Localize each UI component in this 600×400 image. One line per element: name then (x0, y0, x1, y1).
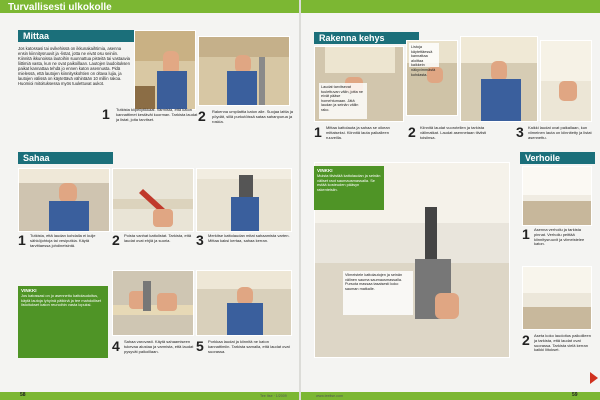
page-number-left: 58 (20, 392, 26, 398)
page-number-right: 59 (572, 392, 578, 398)
rakenna-callout-2: Listoja käytettäessä kannattaa aloittaa kaikkein näkyvimmästä kohdasta. (409, 43, 439, 67)
photo-man-on-ladder (198, 36, 290, 106)
sahaa-tip-body: Jos katossasi on jo asennettu kattolaudoitus, käytä lautoja lyhyinä pätkinä ja tee mahdolliset listoitukset katon reunoihin vasta lopuksi. (21, 293, 102, 308)
photo-hand-on-ceiling-board (540, 40, 592, 122)
step-number-rakenna-3: 3 (516, 124, 524, 140)
photo-hammer-ceiling (196, 168, 292, 232)
step-number-rakenna-2: 2 (408, 124, 416, 140)
step-number-rakenna-1: 1 (314, 124, 322, 140)
rakenna-caption-2: Kiinnitä laudat vuorotellen ja tarkista välimatkat. Laudat asennetaan tiiviisti toisiinsa. (420, 126, 487, 140)
center-callout: Viimeistele kattolautojen ja seinän välinen sauma saumausmassalla. Pursota massaa tasaisesti koko sauman matkalle. (343, 271, 413, 315)
photo-hands-board-corner (406, 40, 458, 116)
center-tip-body: Muista tiivistää kattolaudan ja seinän väliset raot saumausmassalla. Se estää kosteuden pääsyn rakenteisiin. (317, 173, 381, 193)
sahaa-tip-box (18, 286, 108, 358)
mittaa-intro-text: Jos katossasi tai ovikehissä on ikkunakaihtimia, asenna ensin kiinnitysruuvit ja -listat, jotta ne eivät osu seiniin. Kiinnitä ikkunoissa lautoihin suunnattua pisteitä tai vastaavia liittimiä vasta, kun ne ovat paikoillaan. Lautojen laudoituksen paikat kannattaa tehdä jo ennen katon asennusta. Pidä mielessä, että lautojen kiinnityskohtien on oltava lujia, ja lautojen välissä on käytettävä vähintään 10 millin rakoa. Huomioi mitoituksessa myös tuulettuvat aukot. (18, 46, 130, 86)
sahaa-caption-1: Tutkista, että laudan kohdalla ei kulje sähköjohtoja tai vesiputkia. Käytä tarvittaessa johdinetsintä. (30, 234, 96, 248)
step-number-sahaa-1: 1 (18, 232, 26, 248)
step-number-mittaa-1: 1 (102, 106, 110, 122)
section-header-rakenna: Rakenna kehys (314, 32, 419, 44)
sahaa-caption-3: Merkitse kattolaudan mitat sahaamista varten. Mittaa kaksi kertaa, sahaa kerran. (208, 234, 290, 243)
footer-right: www.teeitse.com (316, 394, 343, 398)
section-header-sahaa: Sahaa (18, 152, 113, 164)
rakenna-caption-1: Mittaa kattolauta ja sahaa se oikean mittaiseksi. Kiinnitä lauta paikalleen ruuveilla. (326, 126, 390, 140)
center-tip-box (314, 166, 384, 210)
photo-man-attic-hatch (134, 30, 196, 110)
step-number-verhoile-1: 1 (522, 226, 530, 242)
photo-pliers-cable (112, 168, 194, 232)
mittaa-caption-1: Tutkista kiipeilytikkaat. Varmista, että katon kannattimet kestävät kuorman. Tarkista laudat ja listat, joita tarvitset. (116, 108, 198, 122)
sahaa-tip-heading: VINKKI (21, 288, 37, 293)
photo-sawing-board (112, 270, 194, 336)
mittaa-caption-2: Rakenna umpilattia katon alle. Suojaa lattia ja pöydät, sillä purkutöissä sataa sahanpurua ja roskia. (212, 110, 293, 124)
photo-ceiling-frame-hands (314, 46, 404, 122)
page-title: Turvallisesti ulkokolle (8, 2, 112, 13)
page-gutter (299, 0, 301, 400)
sahaa-caption-5: Porkkaa laudat ja kiinnitä ne katon kannattimiin. Tarkista samalla, että laudat ovat suorassa. (208, 340, 290, 354)
sahaa-caption-2: Poista vanhat kattolistat. Tarkista, että laudat ovat ehjiä ja suoria. (124, 234, 192, 243)
sahaa-caption-4: Sahaa varovasti. Käytä sahaamiseen tukevaa alustaa ja varmista, että laudat pysyvät paikoillaan. (124, 340, 194, 354)
photo-verhoile-panel (522, 166, 592, 226)
rakenna-caption-3: Kaikki laudat ovat paikallaan, kun viimeinen lauta on kiinnitetty ja listat asennettu. (528, 126, 592, 140)
next-page-arrow-icon (590, 372, 598, 384)
footer-left: Tee Itse · 1/2009 (260, 394, 287, 398)
section-header-mittaa: Mittaa (18, 30, 141, 42)
step-number-sahaa-2: 2 (112, 232, 120, 248)
verhoile-caption-1: Asenna verhoilu ja tarkista pinnat. Verhoilu peittää kiinnitysruuvit ja viimeistelee katon. (534, 228, 585, 247)
verhoile-caption-2: Aseta koko laudoitus paikoilleen ja tarkista, että laudat ovat suorassa. Tarkista vielä kerran kaikki liitokset. (534, 334, 591, 353)
section-header-verhoile: Verhoile (520, 152, 595, 164)
rakenna-callout-1: Laudat tarvitsevat tuulettuvan välin, jotta ne eivät pääse homehtumaan. Jätä laudan ja seinän väliin rako. (319, 83, 367, 119)
photo-verhoile-finish (522, 266, 592, 330)
photo-man-installing-ceiling (460, 36, 538, 122)
step-number-mittaa-2: 2 (198, 108, 206, 124)
step-number-verhoile-2: 2 (522, 332, 530, 348)
step-number-sahaa-4: 4 (112, 338, 120, 354)
center-tip-heading: VINKKI (317, 168, 333, 173)
photo-man-nailing-board (196, 270, 292, 336)
step-number-sahaa-5: 5 (196, 338, 204, 354)
photo-man-ceiling-cable (18, 168, 110, 232)
step-number-sahaa-3: 3 (196, 232, 204, 248)
